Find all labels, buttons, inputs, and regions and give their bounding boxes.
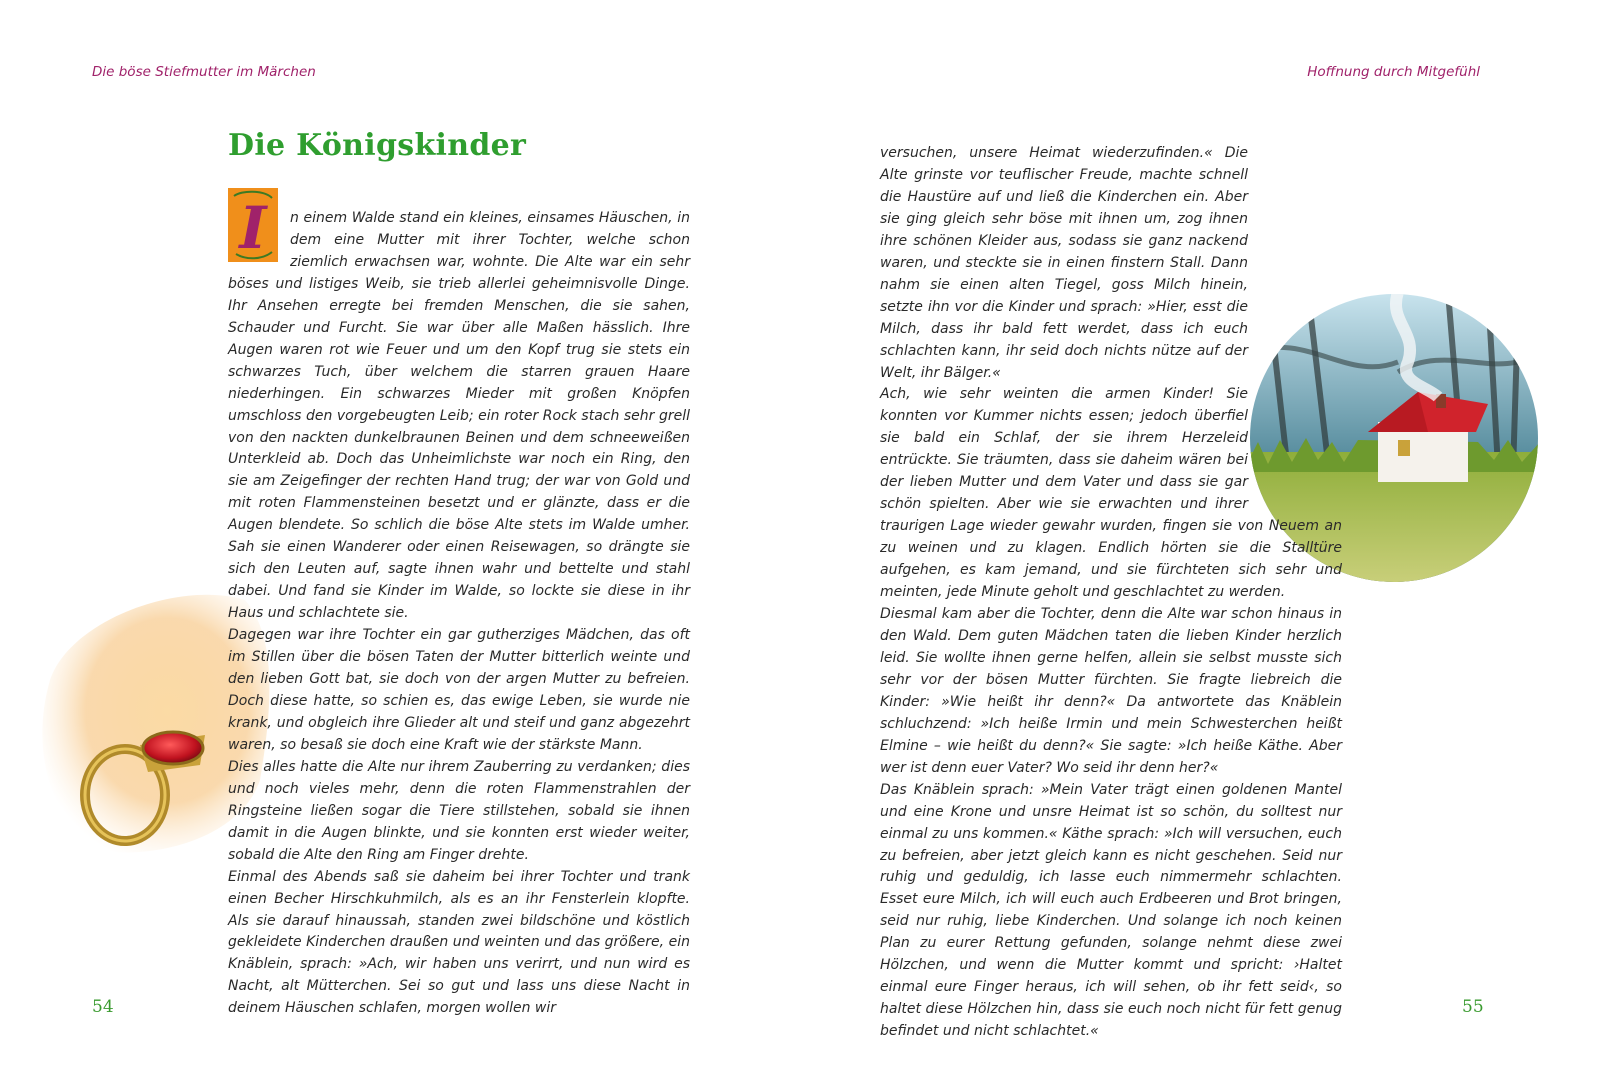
story-title: Die Königskinder <box>228 128 527 163</box>
paragraph: Ach, wie sehr weinten die armen Kinder! Sie konnten vor Kummer nichts essen; jedoch überfiel sie bald ein Schlaf, der sie ihrem Herzeleid entrückte. Sie träumten, dass sie daheim wären bei der lieben Mutter und dem Vater und dass sie gar schön spielten. Aber wie sie erwachten und ihrer traurigen Lage wieder gewahr wurden, fingen sie von Neuem an zu weinen und zu klagen. Endlich hörten sie die Stalltüre aufgehen, es kam jemand, und sie fürchteten sich sehr und meinten, jede Minute geholt und geschlachtet zu werden. <box>880 386 1342 601</box>
running-head-left: Die böse Stiefmutter im Märchen <box>92 64 316 80</box>
paragraph: n einem Walde stand ein kleines, einsames Häuschen, in dem eine Mutter mit ihrer Tochter, welche schon ziemlich erwachsen war, wohnte. Die Alte war ein sehr böses und listiges Weib, sie trieb allerlei geheimnisvolle Dinge. Ihr Ansehen erregte bei fremden Menschen, die sie sahen, Schauder und Furcht. Sie war über alle Maßen hässlich. Ihre Augen waren rot wie Feuer und um den Kopf trug sie stets ein schwarzes Tuch, über welchem die starren grauen Haare niederhingen. Ein schwarzes Mieder mit großen Knöpfen umschloss den vorgebeugten Leib; ein roter Rock stach sehr grell von den nackten dunkelbraunen Beinen und dem schneeweißen Unterkleid ab. Doch das Unheimlichste war noch ein Ring, den sie am Zeigefinger der rechten Hand trug; der war von Gold und mit roten Flammensteinen besetzt und er glänzte, dass er die Augen blendete. So schlich die böse Alte stets im Walde umher. Sah sie einen Wanderer oder einen Reisewagen, so drängte sie sich den Leuten auf, sagte ihnen wahr und bettelte und stahl dabei. Und fand sie Kinder im Walde, so lockte sie diese in ihr Haus und schlachtete sie. <box>228 210 690 622</box>
left-text-column <box>228 194 690 1020</box>
paragraph: Dagegen war ihre Tochter ein gar gutherziges Mädchen, das oft im Stillen über die bösen Taten der Mutter bitterlich weinte und den lieben Gott bat, sie doch von der argen Mutter zu befreien. Doch diese hatte, so schien es, das ewige Leben, sie wurde nie krank, und obgleich ihre Glieder alt und steif und ganz abgezehrt waren, so besaß sie doch eine Kraft wie der stärkste Mann. <box>228 627 690 753</box>
paragraph: versuchen, unsere Heimat wiederzufinden.« Die Alte grinste vor teuflischer Freude, machte schnell die Haustüre auf und ließ die Kinderchen ein. Aber sie ging gleich sehr böse mit ihnen um, zog ihnen ihre schönen Kleider aus, sodass sie ganz nackend waren, und steckte sie in einen finstern Stall. Dann nahm sie einen alten Tiegel, goss Milch hinein, setzte ihn vor die Kinder und sprach: »Hier, esst die Milch, dass ihr bald fett werdet, dass ich euch schlachten kann, ihr seid doch nichts nütze auf der Welt, ihr Bälger.« <box>880 145 1248 381</box>
page-number-right: 55 <box>1462 997 1484 1017</box>
paragraph: Diesmal kam aber die Tochter, denn die Alte war schon hinaus in den Wald. Dem guten Mädchen taten die lieben Kinder herzlich leid. Sie wollte ihnen gerne helfen, allein sie selbst musste sich sehr vor der bösen Mutter fürchten. Sie fragte liebreich die Kinder: »Wie heißt ihr denn?« Da antwortete das Knäblein schluchzend: »Ich heiße Irmin und mein Schwesterchen heißt Elmine – wie heißt du denn?« Sie sagte: »Ich heiße Käthe. Aber wer ist denn euer Vater? Wo seid ihr denn her?« <box>880 606 1342 776</box>
illustration-text-wrap <box>1248 317 1342 509</box>
drop-cap-letter: I <box>239 194 267 262</box>
paragraph: Das Knäblein sprach: »Mein Vater trägt einen goldenen Mantel und eine Krone und unsre Heimat ist so schön, du solltest nur einmal zu uns kommen.« Käthe sprach: »Ich will versuchen, euch zu befreien, aber jetzt gleich kann es nicht geschehen. Seid nur ruhig und geduldig, ich lasse euch nimmermehr schlachten. Esset eure Milch, ich will euch auch Erdbeeren und Brot bringen, seid nur ruhig, liebe Kinderchen. Und solange ich noch keinen Plan zu eurer Rettung gefunden, solange nehmt diese zwei Hölzchen, und wenn die Mutter kommt und spricht: ›Haltet einmal eure Finger heraus, ich will sehen, ob ihr fett seid‹, so haltet diese Hölzchen hin, dass sie euch noch nicht für fett genug befindet und nicht schlachtet.« <box>880 781 1342 1040</box>
running-head-right: Hoffnung durch Mitgefühl <box>1307 64 1480 80</box>
paragraph: Einmal des Abends saß sie daheim bei ihrer Tochter und trank einen Becher Hirschkuhmilch, als es an ihr Fensterlein klopfte. Als sie darauf hinaussah, standen zwei bildschöne und köstlich gekleidete Kinderchen draußen und weinten und das größere, ein Knäblein, sprach: »Ach, wir haben uns verirrt, und nun wird es Nacht, alt Mütterchen. Sei so gut und lass uns diese Nacht in deinem Häuschen schlafen, morgen wollen wir <box>228 868 690 1017</box>
right-text-column <box>880 143 1342 1043</box>
drop-cap-illustration <box>228 188 278 262</box>
page-number-left: 54 <box>92 997 114 1017</box>
paragraph: Dies alles hatte die Alte nur ihrem Zauberring zu verdanken; dies und noch vieles mehr, denn die roten Flammenstrahlen der Ringsteine ließen sogar die Tiere stillstehen, sobald sie ihnen damit in die Augen blinkte, und sie konnten erst wieder weiter, sobald die Alte den Ring am Finger drehte. <box>228 758 690 863</box>
